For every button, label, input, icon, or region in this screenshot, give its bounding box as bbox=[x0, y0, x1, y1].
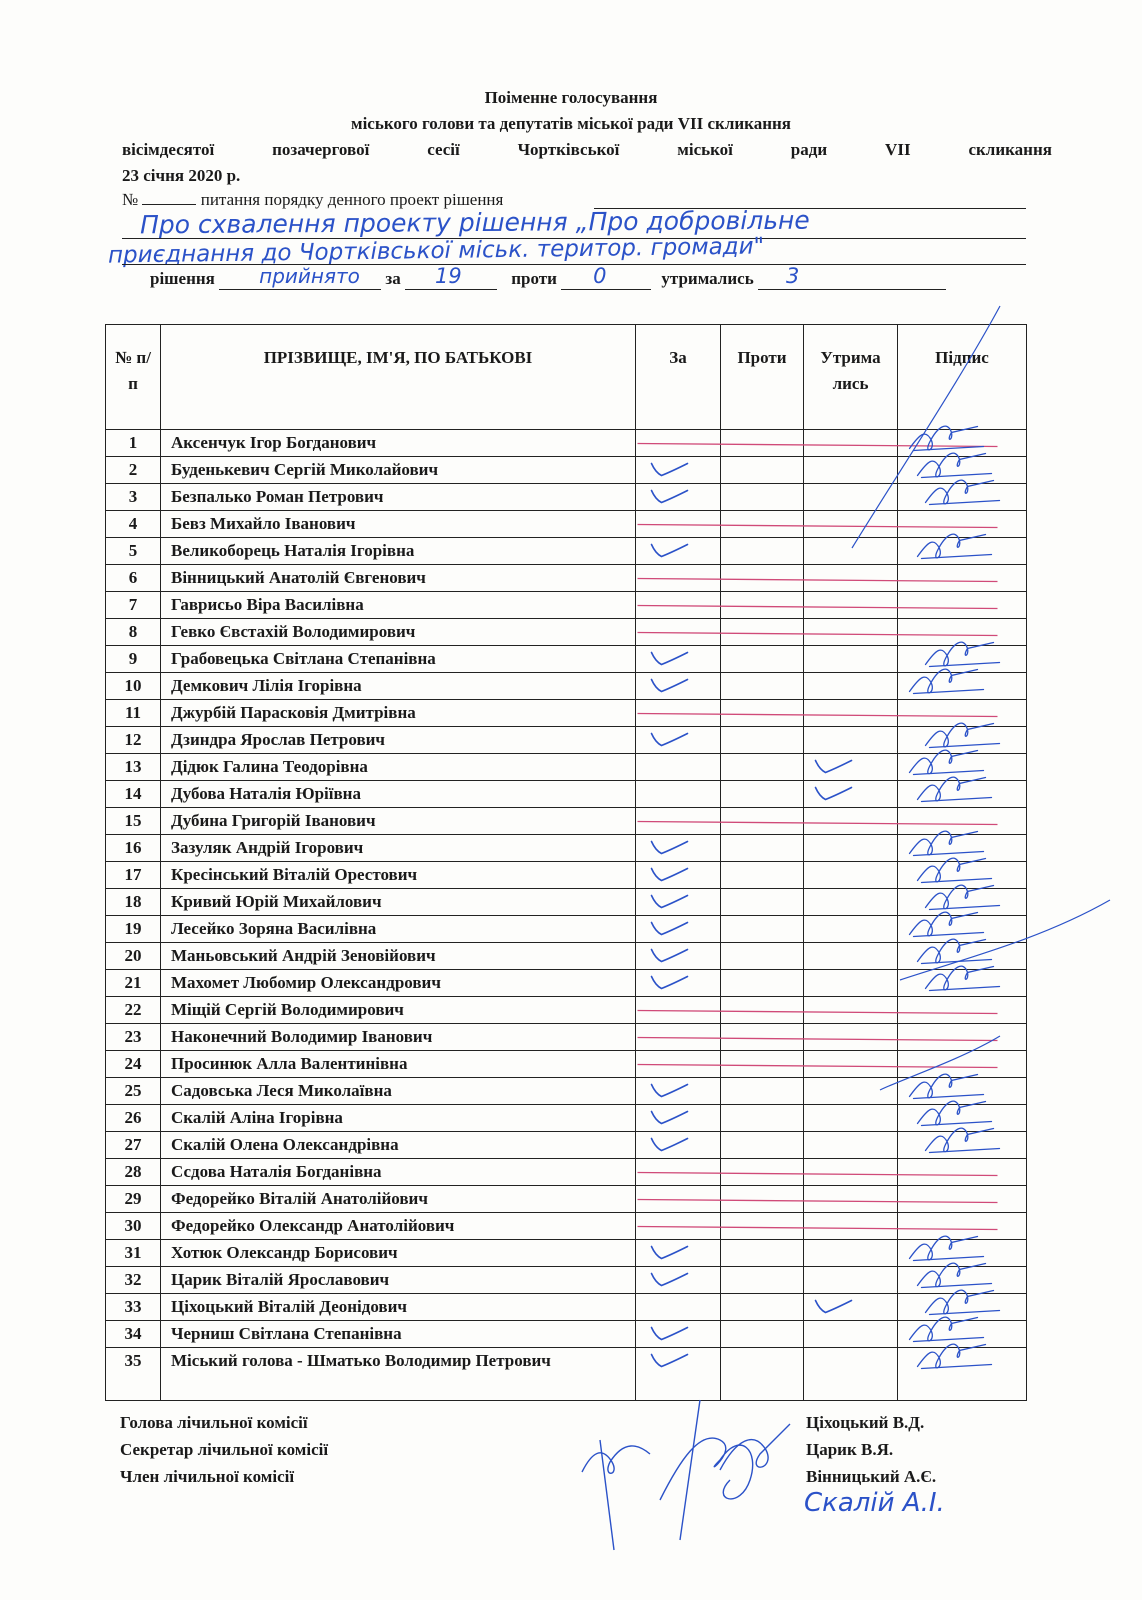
cell-signature bbox=[898, 1078, 1027, 1105]
cell-abstain bbox=[804, 1348, 898, 1401]
row-number: 21 bbox=[106, 970, 161, 997]
table-row bbox=[106, 1132, 1027, 1159]
table-row bbox=[106, 646, 1027, 673]
cell-abstain bbox=[804, 970, 898, 997]
row-number: 17 bbox=[106, 862, 161, 889]
table-row bbox=[106, 511, 1027, 538]
row-number: 3 bbox=[106, 484, 161, 511]
cell-for bbox=[636, 1078, 721, 1105]
cell-against bbox=[721, 1186, 804, 1213]
deputy-name: Зазуляк Андрій Ігорович bbox=[161, 835, 636, 862]
row-number: 22 bbox=[106, 997, 161, 1024]
cell-for bbox=[636, 457, 721, 484]
cell-abstain bbox=[804, 889, 898, 916]
cell-signature bbox=[898, 997, 1027, 1024]
session-line-word: позачергової bbox=[272, 140, 370, 159]
deputy-name: Просинюк Алла Валентинівна bbox=[161, 1051, 636, 1078]
cell-against bbox=[721, 943, 804, 970]
cell-abstain bbox=[804, 1294, 898, 1321]
cell-against bbox=[721, 727, 804, 754]
table-row bbox=[106, 754, 1027, 781]
cell-against bbox=[721, 1078, 804, 1105]
cell-signature bbox=[898, 1294, 1027, 1321]
commission-member-name: Вінницький А.Є. bbox=[806, 1467, 937, 1486]
deputy-name: Дзиндра Ярослав Петрович bbox=[161, 727, 636, 754]
row-number: 25 bbox=[106, 1078, 161, 1105]
cell-abstain bbox=[804, 700, 898, 727]
cell-abstain bbox=[804, 943, 898, 970]
cell-for bbox=[636, 565, 721, 592]
table-row bbox=[106, 457, 1027, 484]
table-row bbox=[106, 862, 1027, 889]
cell-abstain bbox=[804, 484, 898, 511]
table-row bbox=[106, 1186, 1027, 1213]
cell-for bbox=[636, 862, 721, 889]
cell-abstain bbox=[804, 1024, 898, 1051]
cell-signature bbox=[898, 862, 1027, 889]
table-row bbox=[106, 1321, 1027, 1348]
cell-signature bbox=[898, 1240, 1027, 1267]
decision-label: рішення bbox=[150, 269, 215, 288]
cell-abstain bbox=[804, 862, 898, 889]
cell-abstain bbox=[804, 754, 898, 781]
cell-against bbox=[721, 970, 804, 997]
cell-signature bbox=[898, 970, 1027, 997]
table-row bbox=[106, 673, 1027, 700]
cell-against bbox=[721, 1240, 804, 1267]
cell-signature bbox=[898, 1051, 1027, 1078]
handwritten-member-name: Скалій А.І. bbox=[804, 1488, 945, 1518]
cell-for bbox=[636, 484, 721, 511]
cell-for bbox=[636, 1267, 721, 1294]
session-line-word: Чортківської bbox=[517, 140, 620, 159]
row-number: 12 bbox=[106, 727, 161, 754]
cell-abstain bbox=[804, 781, 898, 808]
deputy-name: Кресінський Віталій Орестович bbox=[161, 862, 636, 889]
cell-signature bbox=[898, 457, 1027, 484]
deputy-name: Дідюк Галина Теодорівна bbox=[161, 754, 636, 781]
col-header-number: № п/п bbox=[106, 325, 161, 430]
cell-signature bbox=[898, 673, 1027, 700]
abstain-count: 3 bbox=[785, 264, 800, 288]
table-row bbox=[106, 997, 1027, 1024]
cell-abstain bbox=[804, 430, 898, 457]
deputy-name: Наконечний Володимир Іванович bbox=[161, 1024, 636, 1051]
row-number: 1 bbox=[106, 430, 161, 457]
cell-for bbox=[636, 997, 721, 1024]
cell-signature bbox=[898, 943, 1027, 970]
commission-secretary-role: Секретар лічильної комісії bbox=[120, 1440, 329, 1459]
col-header-against: Проти bbox=[721, 325, 804, 430]
session-line-word: скликання bbox=[968, 140, 1052, 159]
deputy-name: Міський голова - Шматько Володимир Петрович bbox=[161, 1348, 636, 1401]
cell-signature bbox=[898, 1132, 1027, 1159]
cell-signature bbox=[898, 835, 1027, 862]
session-line-word: сесії bbox=[427, 140, 460, 159]
table-row bbox=[106, 943, 1027, 970]
deputy-name: Буденькевич Сергій Миколайович bbox=[161, 457, 636, 484]
deputy-name: Гевко Євстахій Володимирович bbox=[161, 619, 636, 646]
deputy-name: Вінницький Анатолій Євгенович bbox=[161, 565, 636, 592]
cell-signature bbox=[898, 1321, 1027, 1348]
cell-for bbox=[636, 1105, 721, 1132]
cell-signature bbox=[898, 538, 1027, 565]
deputy-name: Федорейко Олександр Анатолійович bbox=[161, 1213, 636, 1240]
cell-for bbox=[636, 1132, 721, 1159]
for-count: 19 bbox=[434, 264, 462, 288]
session-line-word: міської bbox=[677, 140, 733, 159]
cell-signature bbox=[898, 430, 1027, 457]
cell-signature bbox=[898, 646, 1027, 673]
deputy-name: Великоборець Наталія Ігорівна bbox=[161, 538, 636, 565]
deputy-name: Черниш Світлана Степанівна bbox=[161, 1321, 636, 1348]
cell-against bbox=[721, 1105, 804, 1132]
cell-against bbox=[721, 916, 804, 943]
cell-signature bbox=[898, 1024, 1027, 1051]
deputy-name: Безпалько Роман Петрович bbox=[161, 484, 636, 511]
signature-scribble bbox=[582, 1440, 650, 1550]
deputy-name: Скалій Аліна Ігорівна bbox=[161, 1105, 636, 1132]
cell-abstain bbox=[804, 997, 898, 1024]
cell-for bbox=[636, 889, 721, 916]
cell-signature bbox=[898, 1186, 1027, 1213]
col-header-signature: Підпис bbox=[898, 325, 1027, 430]
deputy-name: Маньовський Андрій Зеновійович bbox=[161, 943, 636, 970]
cell-abstain bbox=[804, 1186, 898, 1213]
deputy-name: Демкович Лілія Ігорівна bbox=[161, 673, 636, 700]
cell-abstain bbox=[804, 511, 898, 538]
row-number: 18 bbox=[106, 889, 161, 916]
row-number: 33 bbox=[106, 1294, 161, 1321]
commission-chair-name: Ціхоцький В.Д. bbox=[806, 1413, 925, 1432]
cell-for bbox=[636, 754, 721, 781]
cell-abstain bbox=[804, 457, 898, 484]
session-line-word: ради bbox=[790, 140, 828, 159]
cell-abstain bbox=[804, 835, 898, 862]
cell-for bbox=[636, 970, 721, 997]
cell-for bbox=[636, 619, 721, 646]
col-header-name: ПРІЗВИЩЕ, ІМ'Я, ПО БАТЬКОВІ bbox=[161, 325, 636, 430]
cell-for bbox=[636, 1240, 721, 1267]
session-line-word: вісімдесятої bbox=[122, 140, 215, 159]
signature-scribble bbox=[720, 1424, 790, 1470]
deputy-name: Грабовецька Світлана Степанівна bbox=[161, 646, 636, 673]
commission-secretary-name: Царик В.Я. bbox=[806, 1440, 894, 1459]
commission-member-role: Член лічильної комісії bbox=[120, 1467, 295, 1486]
table-row bbox=[106, 1105, 1027, 1132]
row-number: 14 bbox=[106, 781, 161, 808]
row-number: 5 bbox=[106, 538, 161, 565]
row-number: 26 bbox=[106, 1105, 161, 1132]
cell-against bbox=[721, 1213, 804, 1240]
cell-against bbox=[721, 457, 804, 484]
row-number: 19 bbox=[106, 916, 161, 943]
cell-for bbox=[636, 511, 721, 538]
decision-line bbox=[150, 264, 946, 290]
row-number: 2 bbox=[106, 457, 161, 484]
agenda-line bbox=[122, 190, 503, 210]
agenda-label: питання порядку денного проект рішення bbox=[200, 190, 504, 209]
row-number: 30 bbox=[106, 1213, 161, 1240]
cell-signature bbox=[898, 592, 1027, 619]
cell-signature bbox=[898, 1348, 1027, 1401]
cell-against bbox=[721, 808, 804, 835]
table-row bbox=[106, 1159, 1027, 1186]
agenda-number-sign: № bbox=[122, 190, 139, 209]
cell-abstain bbox=[804, 916, 898, 943]
vote-table bbox=[105, 324, 1027, 1401]
cell-signature bbox=[898, 1159, 1027, 1186]
cell-signature bbox=[898, 916, 1027, 943]
table-row bbox=[106, 1267, 1027, 1294]
document-title: Поіменне голосування bbox=[484, 88, 658, 107]
commission-chair-role: Голова лічильної комісії bbox=[120, 1413, 308, 1432]
cell-abstain bbox=[804, 619, 898, 646]
row-number: 27 bbox=[106, 1132, 161, 1159]
cell-against bbox=[721, 1051, 804, 1078]
deputy-name: Дубова Наталія Юріївна bbox=[161, 781, 636, 808]
cell-against bbox=[721, 592, 804, 619]
row-number: 31 bbox=[106, 1240, 161, 1267]
table-row bbox=[106, 484, 1027, 511]
session-line bbox=[122, 140, 1052, 160]
cell-against bbox=[721, 565, 804, 592]
table-row bbox=[106, 835, 1027, 862]
cell-for bbox=[636, 943, 721, 970]
table-row bbox=[106, 970, 1027, 997]
cell-signature bbox=[898, 781, 1027, 808]
cell-signature bbox=[898, 808, 1027, 835]
cell-signature bbox=[898, 565, 1027, 592]
table-row bbox=[106, 808, 1027, 835]
table-row bbox=[106, 889, 1027, 916]
against-count: 0 bbox=[593, 264, 607, 288]
row-number: 6 bbox=[106, 565, 161, 592]
cell-against bbox=[721, 835, 804, 862]
deputy-name: Ціхоцький Віталій Деонідович bbox=[161, 1294, 636, 1321]
cell-for bbox=[636, 430, 721, 457]
cell-signature bbox=[898, 1213, 1027, 1240]
col-header-abstain: Утримались bbox=[804, 325, 898, 430]
cell-against bbox=[721, 862, 804, 889]
document-subtitle: міського голови та депутатів міської ради VII скликання bbox=[351, 114, 791, 133]
deputy-name: Садовська Леся Миколаївна bbox=[161, 1078, 636, 1105]
cell-against bbox=[721, 1132, 804, 1159]
col-header-for: За bbox=[636, 325, 721, 430]
table-row bbox=[106, 538, 1027, 565]
cell-abstain bbox=[804, 1267, 898, 1294]
deputy-name: Ссдова Наталія Богданівна bbox=[161, 1159, 636, 1186]
cell-signature bbox=[898, 484, 1027, 511]
session-date: 23 січня 2020 р. bbox=[122, 166, 241, 185]
cell-abstain bbox=[804, 673, 898, 700]
for-label: за bbox=[385, 269, 401, 288]
table-row bbox=[106, 1078, 1027, 1105]
cell-against bbox=[721, 538, 804, 565]
row-number: 16 bbox=[106, 835, 161, 862]
table-row bbox=[106, 1240, 1027, 1267]
table-row bbox=[106, 565, 1027, 592]
cell-for bbox=[636, 646, 721, 673]
cell-abstain bbox=[804, 1105, 898, 1132]
row-number: 8 bbox=[106, 619, 161, 646]
deputy-name: Гаврисьо Віра Василівна bbox=[161, 592, 636, 619]
session-line-word: VII bbox=[885, 140, 911, 159]
table-row bbox=[106, 1213, 1027, 1240]
cell-for bbox=[636, 916, 721, 943]
cell-abstain bbox=[804, 565, 898, 592]
cell-signature bbox=[898, 1267, 1027, 1294]
cell-against bbox=[721, 646, 804, 673]
cell-against bbox=[721, 889, 804, 916]
deputy-name: Царик Віталій Ярославович bbox=[161, 1267, 636, 1294]
cell-abstain bbox=[804, 1159, 898, 1186]
cell-abstain bbox=[804, 1213, 898, 1240]
row-number: 20 bbox=[106, 943, 161, 970]
row-number: 9 bbox=[106, 646, 161, 673]
cell-against bbox=[721, 754, 804, 781]
row-number: 11 bbox=[106, 700, 161, 727]
table-row bbox=[106, 1051, 1027, 1078]
cell-signature bbox=[898, 511, 1027, 538]
cell-abstain bbox=[804, 1321, 898, 1348]
deputy-name: Аксенчук Ігор Богданович bbox=[161, 430, 636, 457]
table-row bbox=[106, 1294, 1027, 1321]
cell-against bbox=[721, 781, 804, 808]
deputy-name: Бевз Михайло Іванович bbox=[161, 511, 636, 538]
row-number: 15 bbox=[106, 808, 161, 835]
table-row bbox=[106, 1348, 1027, 1401]
cell-against bbox=[721, 1267, 804, 1294]
row-number: 10 bbox=[106, 673, 161, 700]
row-number: 23 bbox=[106, 1024, 161, 1051]
signature-scribble bbox=[660, 1400, 753, 1540]
deputy-name: Махомет Любомир Олександрович bbox=[161, 970, 636, 997]
cell-abstain bbox=[804, 592, 898, 619]
cell-against bbox=[721, 511, 804, 538]
cell-for bbox=[636, 808, 721, 835]
cell-abstain bbox=[804, 1132, 898, 1159]
cell-signature bbox=[898, 727, 1027, 754]
table-row bbox=[106, 430, 1027, 457]
cell-for bbox=[636, 1024, 721, 1051]
table-row bbox=[106, 1024, 1027, 1051]
deputy-name: Скалій Олена Олександрівна bbox=[161, 1132, 636, 1159]
table-row bbox=[106, 592, 1027, 619]
table-row bbox=[106, 916, 1027, 943]
cell-signature bbox=[898, 754, 1027, 781]
cell-against bbox=[721, 1321, 804, 1348]
row-number: 29 bbox=[106, 1186, 161, 1213]
against-label: проти bbox=[511, 269, 557, 288]
cell-abstain bbox=[804, 1051, 898, 1078]
row-number: 28 bbox=[106, 1159, 161, 1186]
row-number: 34 bbox=[106, 1321, 161, 1348]
row-number: 4 bbox=[106, 511, 161, 538]
cell-for bbox=[636, 700, 721, 727]
cell-abstain bbox=[804, 1078, 898, 1105]
cell-against bbox=[721, 430, 804, 457]
deputy-name: Міщій Сергій Володимирович bbox=[161, 997, 636, 1024]
cell-signature bbox=[898, 889, 1027, 916]
cell-abstain bbox=[804, 727, 898, 754]
table-row bbox=[106, 781, 1027, 808]
handwritten-agenda-line-2: приєднання до Чортківської міськ. територ. громади" bbox=[107, 233, 765, 269]
cell-for bbox=[636, 538, 721, 565]
row-number: 7 bbox=[106, 592, 161, 619]
row-number: 24 bbox=[106, 1051, 161, 1078]
cell-against bbox=[721, 484, 804, 511]
abstain-label: утримались bbox=[661, 269, 754, 288]
cell-for bbox=[636, 1294, 721, 1321]
decision-value: прийнято bbox=[259, 264, 360, 288]
deputy-name: Лесейко Зоряна Василівна bbox=[161, 916, 636, 943]
row-number: 13 bbox=[106, 754, 161, 781]
cell-for bbox=[636, 673, 721, 700]
cell-for bbox=[636, 835, 721, 862]
cell-for bbox=[636, 1321, 721, 1348]
cell-for bbox=[636, 1213, 721, 1240]
cell-for bbox=[636, 592, 721, 619]
cell-for bbox=[636, 1186, 721, 1213]
cell-for bbox=[636, 781, 721, 808]
cell-against bbox=[721, 1294, 804, 1321]
deputy-name: Хотюк Олександр Борисович bbox=[161, 1240, 636, 1267]
table-row bbox=[106, 727, 1027, 754]
handwritten-agenda-line-1: Про схвалення проекту рішення „Про добровільне bbox=[139, 205, 810, 240]
cell-signature bbox=[898, 619, 1027, 646]
cell-for bbox=[636, 1348, 721, 1401]
cell-abstain bbox=[804, 646, 898, 673]
deputy-name: Дубина Григорій Іванович bbox=[161, 808, 636, 835]
cell-against bbox=[721, 1024, 804, 1051]
row-number: 35 bbox=[106, 1348, 161, 1401]
deputy-name: Федорейко Віталій Анатолійович bbox=[161, 1186, 636, 1213]
cell-signature bbox=[898, 700, 1027, 727]
cell-against bbox=[721, 700, 804, 727]
cell-against bbox=[721, 619, 804, 646]
deputy-name: Кривий Юрій Михайлович bbox=[161, 889, 636, 916]
cell-for bbox=[636, 727, 721, 754]
cell-against bbox=[721, 997, 804, 1024]
cell-against bbox=[721, 1348, 804, 1401]
cell-abstain bbox=[804, 538, 898, 565]
cell-for bbox=[636, 1159, 721, 1186]
cell-against bbox=[721, 673, 804, 700]
table-row bbox=[106, 700, 1027, 727]
row-number: 32 bbox=[106, 1267, 161, 1294]
deputy-name: Джурбій Парасковія Дмитрівна bbox=[161, 700, 636, 727]
cell-signature bbox=[898, 1105, 1027, 1132]
table-row bbox=[106, 619, 1027, 646]
cell-abstain bbox=[804, 808, 898, 835]
cell-abstain bbox=[804, 1240, 898, 1267]
cell-against bbox=[721, 1159, 804, 1186]
cell-for bbox=[636, 1051, 721, 1078]
